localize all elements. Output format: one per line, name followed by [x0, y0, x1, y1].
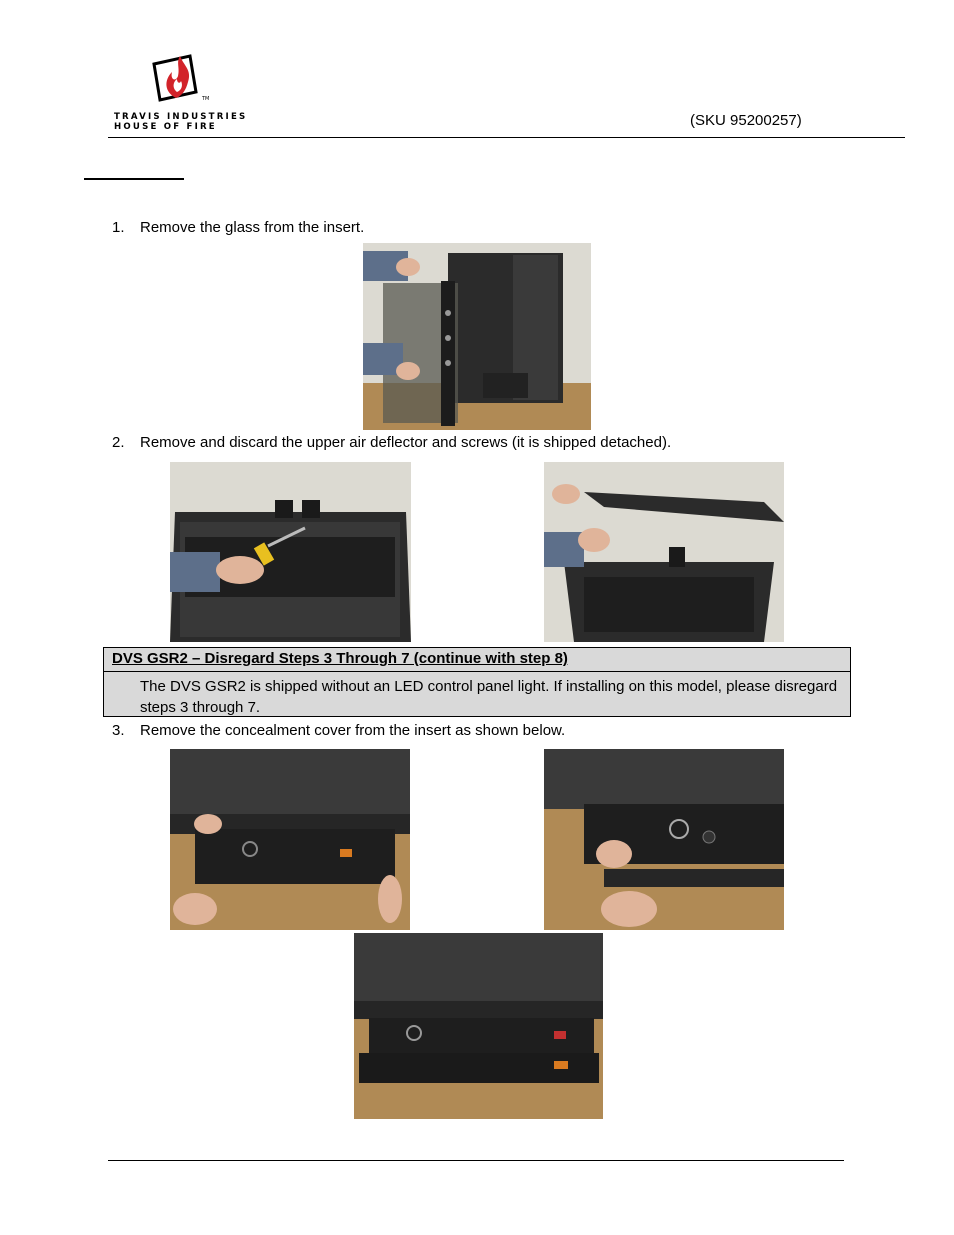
note-divider	[104, 671, 850, 672]
heading-underline	[84, 178, 184, 180]
note-body: The DVS GSR2 is shipped without an LED control panel light. If installing on this model, please disregard steps 3 through 7.	[140, 678, 838, 716]
step-text: Remove and discard the upper air deflector and screws (it is shipped detached).	[140, 434, 672, 451]
photo-concealment-cover-right	[544, 749, 784, 930]
step-3	[112, 722, 812, 742]
photo-concealment-cover-removed	[354, 933, 603, 1119]
step-2	[112, 434, 852, 454]
svg-text:TM: TM	[202, 96, 210, 102]
step-number: 2.	[112, 434, 125, 451]
step-text: Remove the concealment cover from the insert as shown below.	[140, 722, 566, 739]
note-title: DVS GSR2 – Disregard Steps 3 Through 7 (continue with step 8)	[112, 650, 568, 667]
travis-logo	[112, 52, 248, 134]
photo-concealment-cover-left	[170, 749, 410, 930]
header-divider	[108, 137, 905, 138]
step-number: 3.	[112, 722, 125, 739]
flame-logo-icon	[150, 52, 210, 108]
step-text: Remove the glass from the insert.	[140, 219, 365, 236]
step-1	[112, 219, 812, 239]
photo-remove-glass	[363, 243, 591, 430]
step-number: 1.	[112, 219, 125, 236]
logo-line1: TRAVIS INDUSTRIES	[114, 112, 248, 122]
photo-discard-deflector	[544, 462, 784, 642]
dvs-gsr2-note	[103, 647, 851, 717]
photo-remove-screws	[170, 462, 411, 642]
footer-divider	[108, 1160, 844, 1161]
sku-label: (SKU 95200257)	[690, 112, 802, 129]
logo-line2: HOUSE OF FIRE	[114, 122, 217, 132]
